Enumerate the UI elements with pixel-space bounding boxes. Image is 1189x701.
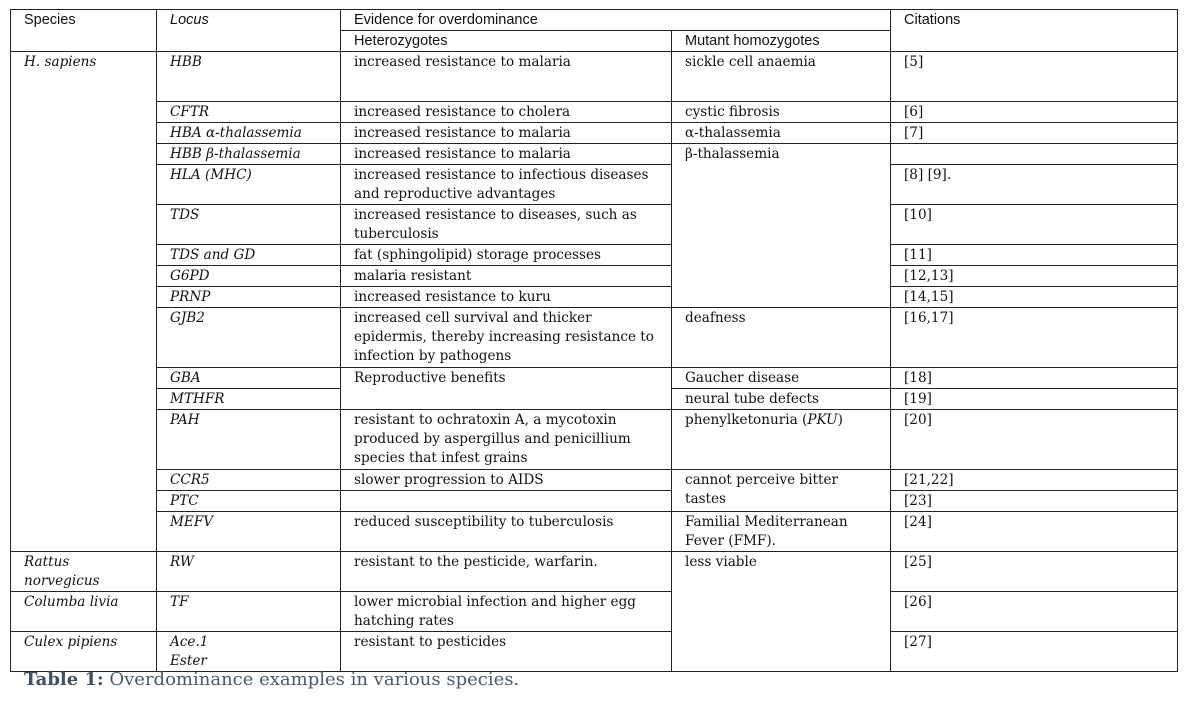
citation-cell: [27] <box>891 632 1178 672</box>
heterozygote-cell: increased resistance to kuru <box>341 287 672 308</box>
citation-cell: [23] <box>891 491 1178 512</box>
locus-line: Ace.1 <box>170 634 209 650</box>
locus-cell: HBB β-thalassemia <box>157 144 341 165</box>
mutant-cell: deafness <box>672 308 891 368</box>
heterozygote-cell: slower progression to AIDS <box>341 470 672 491</box>
citation-cell: [11] <box>891 245 1178 266</box>
locus-cell: PRNP <box>157 287 341 308</box>
citation-cell: [8] [9]. <box>891 165 1178 205</box>
heterozygote-cell: increased cell survival and thicker epidermis, thereby increasing resistance to infection by pathogens <box>341 308 672 368</box>
mutant-cell: α-thalassemia <box>672 123 891 144</box>
heterozygote-cell: resistant to ochratoxin A, a mycotoxin produced by aspergillus and penicillium species that infest grains <box>341 410 672 470</box>
heterozygote-cell: increased resistance to malaria <box>341 123 672 144</box>
heterozygote-cell: increased resistance to malaria <box>341 52 672 102</box>
citation-cell: [25] <box>891 552 1178 592</box>
citation-cell <box>891 144 1178 165</box>
locus-cell <box>157 632 341 672</box>
citation-cell: [21,22] <box>891 470 1178 491</box>
species-rattus: Rattus norvegicus <box>11 552 157 592</box>
locus-cell: HBB <box>157 52 341 102</box>
header-citations: Citations <box>891 10 1178 52</box>
citation-cell: [7] <box>891 123 1178 144</box>
heterozygote-cell: malaria resistant <box>341 266 672 287</box>
locus-cell: MTHFR <box>157 389 341 410</box>
citation-cell: [6] <box>891 102 1178 123</box>
mutant-text-end: ) <box>837 412 843 428</box>
mutant-cell: neural tube defects <box>672 389 891 410</box>
overdominance-table <box>10 9 1178 672</box>
citation-cell: [12,13] <box>891 266 1178 287</box>
header-locus: Locus <box>157 10 341 52</box>
heterozygote-cell: increased resistance to diseases, such as tuberculosis <box>341 205 672 245</box>
citation-cell: [10] <box>891 205 1178 245</box>
locus-cell: GBA <box>157 368 341 389</box>
locus-cell: PTC <box>157 491 341 512</box>
locus-line: Ester <box>170 653 207 669</box>
locus-cell: CFTR <box>157 102 341 123</box>
locus-cell: TF <box>157 592 341 632</box>
citation-cell: [19] <box>891 389 1178 410</box>
heterozygote-cell: reduced susceptibility to tuberculosis <box>341 512 672 552</box>
heterozygote-cell: increased resistance to malaria <box>341 144 672 165</box>
species-h-sapiens: H. sapiens <box>11 52 157 552</box>
mutant-abbrev: PKU <box>807 412 838 428</box>
locus-cell: CCR5 <box>157 470 341 491</box>
citation-cell: [18] <box>891 368 1178 389</box>
locus-cell: MEFV <box>157 512 341 552</box>
heterozygote-cell: lower microbial infection and higher egg hatching rates <box>341 592 672 632</box>
citation-cell: [5] <box>891 52 1178 102</box>
mutant-cell <box>672 410 891 470</box>
mutant-cell: cystic fibrosis <box>672 102 891 123</box>
locus-cell: GJB2 <box>157 308 341 368</box>
heterozygote-cell: resistant to pesticides <box>341 632 672 672</box>
heterozygote-cell <box>341 491 672 512</box>
locus-cell: TDS and GD <box>157 245 341 266</box>
header-evidence: Evidence for overdominance <box>341 10 891 31</box>
heterozygote-cell: increased resistance to infectious diseases and reproductive advantages <box>341 165 672 205</box>
caption-text: Overdominance examples in various species. <box>103 669 520 690</box>
mutant-cell: β-thalassemia <box>672 144 891 308</box>
locus-cell: HLA (MHC) <box>157 165 341 205</box>
mutant-cell: Familial Mediterranean Fever (FMF). <box>672 512 891 552</box>
table-caption <box>24 669 519 690</box>
header-heterozygotes: Heterozygotes <box>341 31 672 52</box>
citation-cell: [16,17] <box>891 308 1178 368</box>
heterozygote-cell: fat (sphingolipid) storage processes <box>341 245 672 266</box>
locus-cell: TDS <box>157 205 341 245</box>
citation-cell: [24] <box>891 512 1178 552</box>
species-culex: Culex pipiens <box>11 632 157 672</box>
citation-cell: [20] <box>891 410 1178 470</box>
caption-label: Table 1: <box>24 669 104 690</box>
locus-cell: PAH <box>157 410 341 470</box>
header-species: Species <box>11 10 157 52</box>
mutant-cell: less viable <box>672 552 891 672</box>
heterozygote-cell: resistant to the pesticide, warfarin. <box>341 552 672 592</box>
mutant-text: phenylketonuria ( <box>685 412 808 428</box>
citation-cell: [14,15] <box>891 287 1178 308</box>
header-mutant-homozygotes: Mutant homozygotes <box>672 31 891 52</box>
locus-cell: G6PD <box>157 266 341 287</box>
heterozygote-cell: increased resistance to cholera <box>341 102 672 123</box>
locus-cell: HBA α-thalassemia <box>157 123 341 144</box>
mutant-cell: sickle cell anaemia <box>672 52 891 102</box>
citation-cell: [26] <box>891 592 1178 632</box>
locus-cell: RW <box>157 552 341 592</box>
mutant-cell: Gaucher disease <box>672 368 891 389</box>
heterozygote-cell: Reproductive benefits <box>341 368 672 410</box>
species-columba: Columba livia <box>11 592 157 632</box>
mutant-cell: cannot perceive bitter tastes <box>672 470 891 512</box>
